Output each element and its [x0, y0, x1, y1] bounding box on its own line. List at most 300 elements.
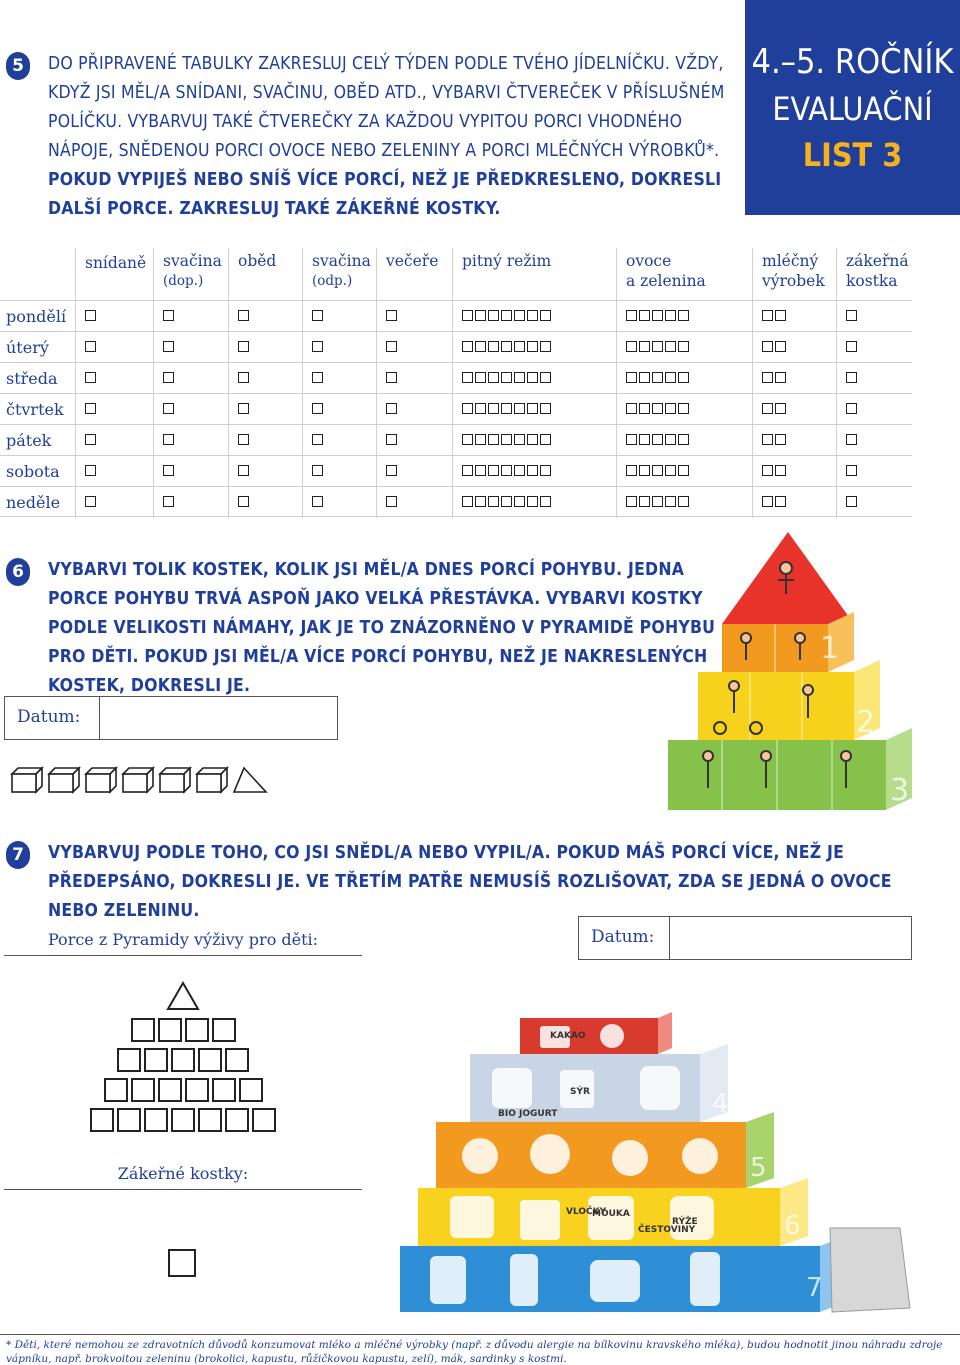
checkbox-square[interactable]: [163, 341, 174, 352]
pyramid-level-2-front: [698, 672, 854, 740]
cell-boxes: [386, 310, 397, 321]
checkbox-square[interactable]: [762, 341, 773, 352]
checkbox-square[interactable]: [85, 341, 96, 352]
checkbox-square[interactable]: [527, 403, 538, 414]
movement-cube[interactable]: [121, 766, 155, 794]
checkbox-square[interactable]: [540, 310, 551, 321]
food-label-cestoviny: ČESTOVINY: [638, 1225, 696, 1235]
checkbox-square[interactable]: [462, 434, 473, 445]
checkbox-square[interactable]: [652, 341, 663, 352]
checkbox-square[interactable]: [85, 372, 96, 383]
section-7-instructions: VYBARVUJ PODLE TOHO, CO JSI SNĚDL/A NEBO VYPIL/A. POKUD MÁŠ PORCÍ VÍCE, NEŽ JE PŘEDEPSÁNO, DOKRESLI JE. VE TŘETÍM PATŘE NEMUSÍŠ ROZLIŠOVAT, ZDA SE JEDNÁ O OVOCE NEBO ZELENINU.: [48, 843, 892, 921]
checkbox-square[interactable]: [488, 403, 499, 414]
checkbox-square[interactable]: [312, 341, 323, 352]
checkbox-square[interactable]: [312, 496, 323, 507]
cell-boxes: [846, 496, 857, 507]
checkbox-square[interactable]: [639, 310, 650, 321]
section-5-text-part1: DO PŘIPRAVENÉ TABULKY ZAKRESLUJ CELÝ TÝDEN PODLE TVÉHO JÍDELNÍČKU. VŽDY, KDYŽ JSI MĚL/A SNÍDANI, SVAČINU, OBĚD ATD., VYBARVI ČTVEREČEK V PŘÍSLUŠNÉM POLÍČKU. VYBARVUJ TAKÉ ČTVEREČKY ZA KAŽDOU VYPITOU PORCI VHODNÉHO NÁPOJE, SNĚDENOU PORCI OVOCE NEBO ZELENINY A PORCI MLÉČNÝCH VÝROBKŮ*.: [48, 54, 725, 161]
cell-boxes: [762, 434, 786, 445]
checkbox-square[interactable]: [665, 310, 676, 321]
food-label-syr: SÝR: [570, 1087, 590, 1097]
checkbox-square[interactable]: [462, 496, 473, 507]
checkbox-square[interactable]: [639, 341, 650, 352]
cell-boxes: [312, 496, 323, 507]
checkbox-square[interactable]: [85, 465, 96, 476]
checkbox-square[interactable]: [163, 434, 174, 445]
checkbox-square[interactable]: [386, 434, 397, 445]
checkbox-square[interactable]: [540, 434, 551, 445]
checkbox-square[interactable]: [652, 434, 663, 445]
cell-boxes: [846, 403, 857, 414]
checkbox-square[interactable]: [540, 403, 551, 414]
checkbox-square[interactable]: [514, 434, 525, 445]
cell-boxes: [626, 310, 689, 321]
checkbox-square[interactable]: [678, 372, 689, 383]
column-divider: [616, 248, 617, 518]
cell-boxes: [762, 372, 786, 383]
food-portion-square[interactable]: [198, 1108, 222, 1132]
column-header-line2: (dop.): [163, 273, 204, 289]
day-label: neděle: [6, 493, 61, 512]
column-header-line2: a zelenina: [626, 272, 706, 290]
checkbox-square[interactable]: [475, 465, 486, 476]
column-header-line1: svačina: [312, 252, 371, 270]
checkbox-square[interactable]: [665, 372, 676, 383]
food-portion-square[interactable]: [185, 1078, 209, 1102]
checkbox-square[interactable]: [312, 434, 323, 445]
checkbox-square[interactable]: [626, 403, 637, 414]
column-divider: [376, 248, 377, 518]
checkbox-square[interactable]: [527, 496, 538, 507]
food-portion-square[interactable]: [158, 1078, 182, 1102]
food-level-6-number: 6: [784, 1211, 801, 1241]
checkbox-square[interactable]: [775, 465, 786, 476]
table-row: [0, 455, 912, 486]
food-label-mouka: MOUKA: [592, 1209, 630, 1219]
checkbox-square[interactable]: [488, 465, 499, 476]
checkbox-square[interactable]: [639, 496, 650, 507]
day-label: sobota: [6, 462, 60, 481]
column-divider: [153, 248, 154, 518]
cell-boxes: [85, 310, 96, 321]
cell-boxes: [238, 434, 249, 445]
checkbox-square[interactable]: [238, 372, 249, 383]
checkbox-square[interactable]: [475, 496, 486, 507]
cell-boxes: [85, 341, 96, 352]
column-header: [312, 251, 371, 291]
cell-boxes: [626, 465, 689, 476]
checkbox-square[interactable]: [462, 465, 473, 476]
checkbox-square[interactable]: [762, 310, 773, 321]
checkbox-square[interactable]: [238, 310, 249, 321]
checkbox-square[interactable]: [652, 465, 663, 476]
checkbox-square[interactable]: [775, 341, 786, 352]
cell-boxes: [163, 310, 174, 321]
cell-boxes: [462, 434, 551, 445]
column-divider: [228, 248, 229, 518]
column-header: [238, 251, 276, 271]
cell-boxes: [386, 403, 397, 414]
checkbox-square[interactable]: [488, 496, 499, 507]
column-header: [85, 253, 146, 273]
checkbox-square[interactable]: [85, 403, 96, 414]
column-header-line1: ovoce: [626, 252, 672, 270]
checkbox-square[interactable]: [462, 372, 473, 383]
column-header-line1: mléčný: [762, 252, 819, 270]
cell-boxes: [762, 403, 786, 414]
column-header-line1: svačina: [163, 252, 222, 270]
checkbox-square[interactable]: [846, 372, 857, 383]
cell-boxes: [238, 372, 249, 383]
table-row: [0, 486, 912, 517]
section-5-number: 5: [6, 52, 30, 80]
pyramid-level-2-number: 2: [856, 705, 876, 740]
checkbox-square[interactable]: [626, 434, 637, 445]
cell-boxes: [846, 372, 857, 383]
column-header-line1: večeře: [386, 252, 439, 270]
checkbox-square[interactable]: [163, 465, 174, 476]
column-divider: [836, 248, 837, 518]
checkbox-square[interactable]: [501, 372, 512, 383]
movement-cube[interactable]: [10, 766, 44, 794]
movement-cube[interactable]: [47, 766, 81, 794]
cell-boxes: [163, 496, 174, 507]
section-5-instructions: [48, 50, 748, 224]
checkbox-square[interactable]: [85, 434, 96, 445]
checkbox-square[interactable]: [386, 310, 397, 321]
table-row: [0, 300, 912, 331]
checkbox-square[interactable]: [527, 341, 538, 352]
movement-cubes: [10, 766, 268, 794]
food-label-ryze: RÝŽE: [672, 1217, 698, 1227]
cell-boxes: [85, 372, 96, 383]
checkbox-square[interactable]: [238, 403, 249, 414]
section-7-number: 7: [6, 841, 30, 869]
table-row: [0, 362, 912, 393]
checkbox-square[interactable]: [386, 403, 397, 414]
cell-boxes: [386, 465, 397, 476]
checkbox-square[interactable]: [238, 496, 249, 507]
day-label: pátek: [6, 431, 52, 450]
checkbox-square[interactable]: [514, 403, 525, 414]
checkbox-square[interactable]: [501, 341, 512, 352]
food-pyramid-illustration: [400, 990, 920, 1320]
tricky-cube-square[interactable]: [168, 1249, 196, 1277]
food-portion-square[interactable]: [252, 1108, 276, 1132]
checkbox-square[interactable]: [846, 434, 857, 445]
food-level-5-number: 5: [750, 1153, 767, 1183]
day-label: středa: [6, 369, 58, 388]
cell-boxes: [312, 341, 323, 352]
cell-boxes: [762, 310, 786, 321]
food-portion-square[interactable]: [131, 1078, 155, 1102]
checkbox-square[interactable]: [163, 403, 174, 414]
table-row: [0, 393, 912, 424]
food-triangle[interactable]: [166, 981, 200, 1011]
checkbox-square[interactable]: [665, 465, 676, 476]
checkbox-square[interactable]: [762, 372, 773, 383]
checkbox-square[interactable]: [846, 465, 857, 476]
column-header-line1: pitný režim: [462, 252, 552, 270]
section-6-instructions: VYBARVI TOLIK KOSTEK, KOLIK JSI MĚL/A DNES PORCÍ POHYBU. JEDNA PORCE POHYBU TRVÁ ASPOŇ JAKO VELKÁ PŘESTÁVKA. VYBARVI KOSTKY PODLE VELIKOSTI NÁMAHY, JAK JE TO ZNÁZORNĚNO V PYRAMIDĚ POHYBU PRO DĚTI. POKUD JSI MĚL/A VÍCE PORCÍ POHYBU, NEŽ JE NAKRESLENÝCH KOSTEK, DOKRESLI JE.: [48, 560, 716, 696]
day-label: čtvrtek: [6, 400, 64, 419]
movement-cube[interactable]: [158, 766, 192, 794]
checkbox-square[interactable]: [462, 403, 473, 414]
checkbox-square[interactable]: [639, 372, 650, 383]
grade-line: 4.–5. ROČNÍK: [751, 42, 954, 82]
checkbox-square[interactable]: [514, 341, 525, 352]
checkbox-square[interactable]: [527, 310, 538, 321]
cell-boxes: [85, 496, 96, 507]
cell-boxes: [312, 465, 323, 476]
column-header-line1: snídaně: [85, 254, 147, 272]
checkbox-square[interactable]: [639, 403, 650, 414]
checkbox-square[interactable]: [639, 434, 650, 445]
checkbox-square[interactable]: [488, 372, 499, 383]
checkbox-square[interactable]: [626, 310, 637, 321]
checkbox-square[interactable]: [488, 310, 499, 321]
cell-boxes: [312, 372, 323, 383]
food-portion-square[interactable]: [144, 1048, 168, 1072]
checkbox-square[interactable]: [652, 496, 663, 507]
checkbox-square[interactable]: [514, 372, 525, 383]
cell-boxes: [163, 341, 174, 352]
food-portion-square[interactable]: [225, 1048, 249, 1072]
food-portion-square[interactable]: [131, 1018, 155, 1042]
checkbox-square[interactable]: [85, 310, 96, 321]
checkbox-square[interactable]: [665, 341, 676, 352]
checkbox-square[interactable]: [386, 341, 397, 352]
checkbox-square[interactable]: [501, 496, 512, 507]
grade-badge: [745, 0, 960, 215]
cell-boxes: [163, 372, 174, 383]
cell-boxes: [238, 403, 249, 414]
cell-boxes: [163, 465, 174, 476]
datum-label: Datum:: [591, 927, 655, 947]
column-header-line1: oběd: [238, 252, 277, 270]
tricky-cube-illustration: [830, 1228, 910, 1312]
checkbox-square[interactable]: [775, 434, 786, 445]
checkbox-square[interactable]: [678, 341, 689, 352]
food-portion-square[interactable]: [185, 1018, 209, 1042]
cell-boxes: [846, 310, 857, 321]
food-portion-square[interactable]: [90, 1108, 114, 1132]
food-portion-square[interactable]: [158, 1018, 182, 1042]
checkbox-square[interactable]: [475, 403, 486, 414]
column-divider: [752, 248, 753, 518]
checkbox-square[interactable]: [652, 372, 663, 383]
checkbox-square[interactable]: [527, 372, 538, 383]
checkbox-square[interactable]: [678, 465, 689, 476]
checkbox-square[interactable]: [775, 310, 786, 321]
checkbox-square[interactable]: [163, 496, 174, 507]
checkbox-square[interactable]: [514, 310, 525, 321]
column-header-line2: (odp.): [312, 273, 353, 289]
column-header: [762, 251, 825, 291]
cell-boxes: [462, 465, 551, 476]
checkbox-square[interactable]: [475, 434, 486, 445]
cell-boxes: [762, 465, 786, 476]
food-portion-square[interactable]: [117, 1108, 141, 1132]
column-header: [386, 251, 438, 271]
checkbox-square[interactable]: [501, 403, 512, 414]
food-label-kakao: KAKAO: [550, 1031, 586, 1041]
checkbox-square[interactable]: [312, 403, 323, 414]
checkbox-square[interactable]: [501, 465, 512, 476]
checkbox-square[interactable]: [678, 310, 689, 321]
day-label: úterý: [6, 338, 49, 357]
food-portion-square[interactable]: [198, 1048, 222, 1072]
checkbox-square[interactable]: [639, 465, 650, 476]
checkbox-square[interactable]: [501, 434, 512, 445]
checkbox-square[interactable]: [652, 403, 663, 414]
checkbox-square[interactable]: [626, 465, 637, 476]
food-portion-square[interactable]: [212, 1018, 236, 1042]
column-header: [846, 251, 909, 291]
checkbox-square[interactable]: [488, 341, 499, 352]
checkbox-square[interactable]: [775, 496, 786, 507]
checkbox-square[interactable]: [540, 465, 551, 476]
checkbox-square[interactable]: [626, 372, 637, 383]
datum-label: Datum:: [17, 707, 81, 727]
column-divider: [452, 248, 453, 518]
checkbox-square[interactable]: [540, 341, 551, 352]
cell-boxes: [626, 403, 689, 414]
food-portion-square[interactable]: [225, 1108, 249, 1132]
checkbox-square[interactable]: [665, 403, 676, 414]
checkbox-square[interactable]: [846, 496, 857, 507]
checkbox-square[interactable]: [762, 496, 773, 507]
checkbox-square[interactable]: [386, 372, 397, 383]
sheet-number-line: LIST 3: [802, 136, 903, 174]
cell-boxes: [626, 341, 689, 352]
cell-boxes: [846, 465, 857, 476]
pyramid-level-1-number: 1: [820, 631, 840, 666]
movement-cube[interactable]: [84, 766, 118, 794]
checkbox-square[interactable]: [652, 310, 663, 321]
cell-boxes: [238, 310, 249, 321]
food-label-jogurt: BIO JOGURT: [498, 1109, 558, 1119]
checkbox-square[interactable]: [665, 434, 676, 445]
column-header: [462, 251, 551, 271]
food-portion-square[interactable]: [144, 1108, 168, 1132]
food-portion-square[interactable]: [212, 1078, 236, 1102]
checkbox-square[interactable]: [501, 310, 512, 321]
day-label: pondělí: [6, 307, 67, 326]
checkbox-square[interactable]: [238, 341, 249, 352]
food-level-7-number: 7: [806, 1273, 823, 1303]
column-header: [626, 251, 706, 291]
table-row: [0, 331, 912, 362]
checkbox-square[interactable]: [678, 434, 689, 445]
food-portion-square[interactable]: [117, 1048, 141, 1072]
cell-boxes: [626, 434, 689, 445]
checkbox-square[interactable]: [762, 465, 773, 476]
checkbox-square[interactable]: [626, 341, 637, 352]
checkbox-square[interactable]: [312, 310, 323, 321]
checkbox-square[interactable]: [488, 434, 499, 445]
column-header-line2: kostka: [846, 272, 898, 290]
movement-roof-triangle[interactable]: [232, 766, 268, 794]
checkbox-square[interactable]: [462, 341, 473, 352]
checkbox-square[interactable]: [163, 310, 174, 321]
checkbox-square[interactable]: [475, 341, 486, 352]
cell-boxes: [762, 496, 786, 507]
checkbox-square[interactable]: [775, 403, 786, 414]
checkbox-square[interactable]: [462, 310, 473, 321]
cell-boxes: [386, 341, 397, 352]
checkbox-square[interactable]: [527, 434, 538, 445]
checkbox-square[interactable]: [238, 465, 249, 476]
food-portion-square[interactable]: [104, 1078, 128, 1102]
cell-boxes: [238, 496, 249, 507]
section-5-text-part2: POKUD VYPIJEŠ NEBO SNÍŠ VÍCE PORCÍ, NEŽ JE PŘEDKRESLENO, DOKRESLI DALŠÍ PORCE. ZAKRESLUJ TAKÉ ZÁKEŘNÉ KOSTKY.: [48, 170, 722, 219]
checkbox-square[interactable]: [846, 310, 857, 321]
checkbox-square[interactable]: [527, 465, 538, 476]
movement-cube[interactable]: [195, 766, 229, 794]
food-portion-square[interactable]: [171, 1108, 195, 1132]
checkbox-square[interactable]: [514, 496, 525, 507]
checkbox-square[interactable]: [678, 403, 689, 414]
food-level-4-number: 4: [712, 1089, 729, 1119]
column-header: [163, 251, 222, 291]
cell-boxes: [85, 403, 96, 414]
checkbox-square[interactable]: [85, 496, 96, 507]
checkbox-square[interactable]: [540, 496, 551, 507]
cell-boxes: [85, 465, 96, 476]
checkbox-square[interactable]: [386, 496, 397, 507]
tricky-cubes-label: Zákeřné kostky:: [4, 1164, 362, 1190]
checkbox-square[interactable]: [163, 372, 174, 383]
cell-boxes: [85, 434, 96, 445]
checkbox-square[interactable]: [312, 465, 323, 476]
checkbox-square[interactable]: [775, 372, 786, 383]
datum-box-movement[interactable]: [4, 696, 338, 740]
food-portion-square[interactable]: [171, 1048, 195, 1072]
pyramid-roof: [722, 532, 854, 624]
column-divider: [75, 248, 76, 518]
checkbox-square[interactable]: [762, 403, 773, 414]
checkbox-square[interactable]: [238, 434, 249, 445]
checkbox-square[interactable]: [312, 372, 323, 383]
cell-boxes: [762, 341, 786, 352]
checkbox-square[interactable]: [846, 341, 857, 352]
checkbox-square[interactable]: [514, 465, 525, 476]
food-portion-square[interactable]: [239, 1078, 263, 1102]
cell-boxes: [626, 372, 689, 383]
cell-boxes: [462, 310, 551, 321]
checkbox-square[interactable]: [475, 372, 486, 383]
checkbox-square[interactable]: [540, 372, 551, 383]
datum-box-food[interactable]: [578, 916, 912, 960]
checkbox-square[interactable]: [678, 496, 689, 507]
checkbox-square[interactable]: [846, 403, 857, 414]
cell-boxes: [312, 434, 323, 445]
checkbox-square[interactable]: [626, 496, 637, 507]
cell-boxes: [386, 434, 397, 445]
cell-boxes: [386, 372, 397, 383]
checkbox-square[interactable]: [475, 310, 486, 321]
checkbox-square[interactable]: [762, 434, 773, 445]
column-divider: [302, 248, 303, 518]
pyramid-level-3-number: 3: [890, 773, 910, 808]
section-6-number: 6: [6, 558, 30, 586]
cell-boxes: [312, 310, 323, 321]
checkbox-square[interactable]: [665, 496, 676, 507]
evaluation-line: EVALUAČNÍ: [772, 90, 933, 128]
food-label-vlocky: VLOČKY: [566, 1207, 607, 1217]
checkbox-square[interactable]: [386, 465, 397, 476]
